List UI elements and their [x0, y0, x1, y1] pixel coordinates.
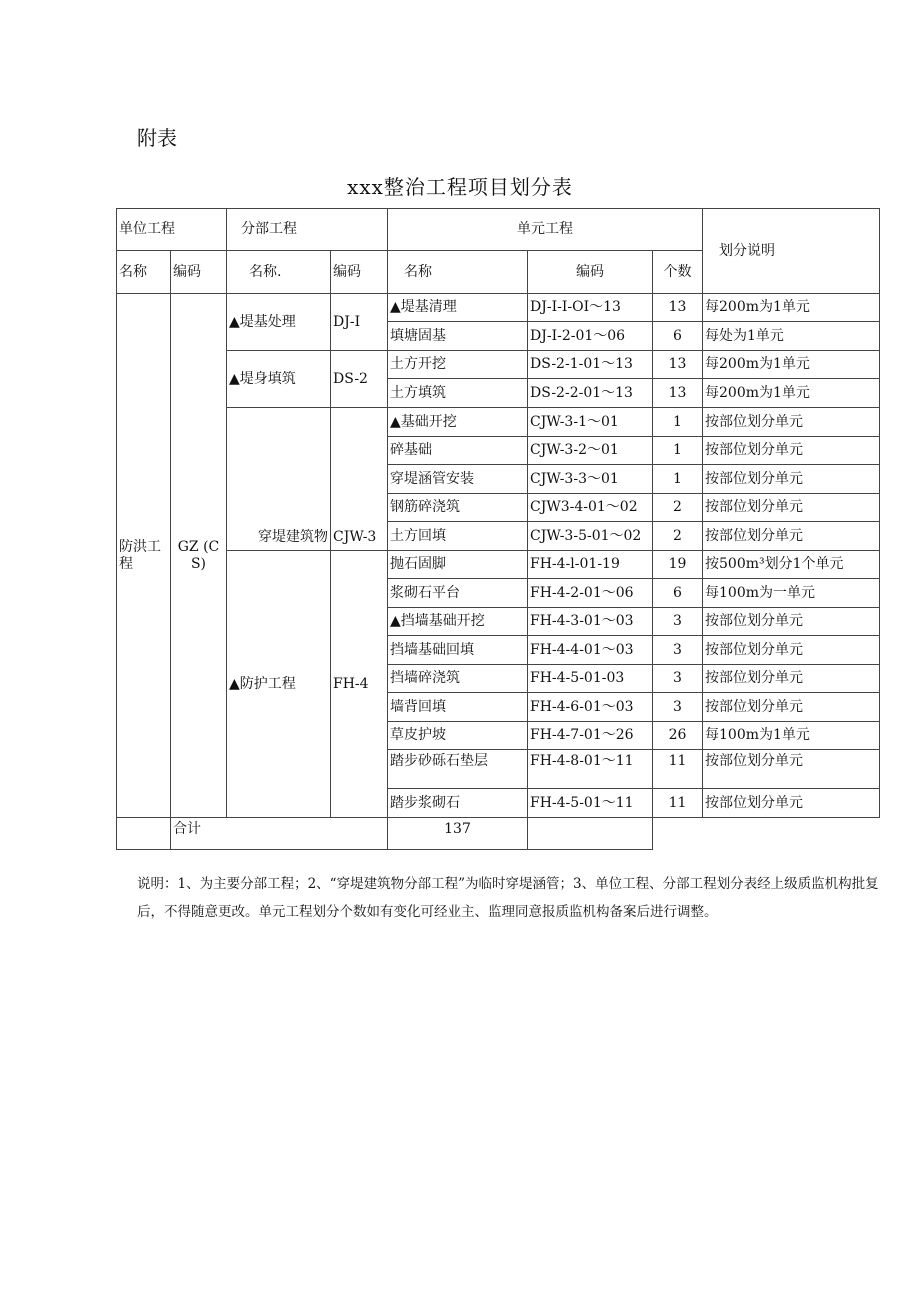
division-name: ▲堤身填筑: [227, 351, 331, 408]
element-name: 土方开挖: [388, 351, 528, 379]
element-code: FH-4-3-01～03: [528, 608, 653, 636]
element-code: DS-2-2-01～13: [528, 379, 653, 408]
element-note: 每200m为1单元: [703, 294, 880, 322]
element-code: FH-4-l-01-19: [528, 551, 653, 579]
element-name: 土方回填: [388, 522, 528, 551]
element-count: 6: [653, 579, 703, 608]
element-count: 19: [653, 551, 703, 579]
header-division-note: 划分说明: [703, 209, 880, 294]
element-name: 抛石固脚: [388, 551, 528, 579]
total-count: 137: [388, 818, 528, 850]
element-note: 按部位划分单元: [703, 636, 880, 665]
element-code: CJW-3-2～01: [528, 437, 653, 465]
total-spacer: [117, 818, 171, 850]
unit-name-cell: 防洪工程: [117, 294, 171, 818]
element-name: 钢筋碎浇筑: [388, 494, 528, 522]
header-div-code: 编码: [331, 251, 388, 294]
element-note: 每100m为1单元: [703, 722, 880, 750]
element-note: 按部位划分单元: [703, 750, 880, 789]
element-name: 浆砌石平台: [388, 579, 528, 608]
header-elem-name: 名称: [388, 251, 528, 294]
element-name: ▲基础开挖: [388, 408, 528, 437]
element-note: 按部位划分单元: [703, 608, 880, 636]
element-name: 踏步砂砾石垫层: [388, 750, 528, 789]
element-note: 按500m³划分1个单元: [703, 551, 880, 579]
element-count: 6: [653, 322, 703, 351]
element-note: 按部位划分单元: [703, 789, 880, 818]
total-row: [117, 818, 880, 850]
element-name: 填塘固基: [388, 322, 528, 351]
header-unit-name: 名称: [117, 251, 171, 294]
element-count: 3: [653, 693, 703, 722]
header-div-name: 名称.: [227, 251, 331, 294]
division-code: FH-4: [331, 551, 388, 818]
unit-code-cell: GZ (CS): [171, 294, 227, 818]
header-elem-count: 个数: [653, 251, 703, 294]
element-name: ▲挡墙基础开挖: [388, 608, 528, 636]
division-table: [116, 208, 880, 850]
element-code: DS-2-1-01～13: [528, 351, 653, 379]
element-count: 3: [653, 665, 703, 693]
element-name: 碎基础: [388, 437, 528, 465]
element-count: 3: [653, 636, 703, 665]
element-count: 13: [653, 294, 703, 322]
table-row: [117, 408, 880, 437]
element-count: 11: [653, 750, 703, 789]
element-note: 按部位划分单元: [703, 494, 880, 522]
element-count: 3: [653, 608, 703, 636]
division-name: ▲防护工程: [227, 551, 331, 818]
element-count: 11: [653, 789, 703, 818]
element-note: 按部位划分单元: [703, 522, 880, 551]
header-unit-project: 单位工程: [117, 209, 227, 251]
element-note: 每200m为1单元: [703, 351, 880, 379]
element-code: CJW-3-5-01～02: [528, 522, 653, 551]
element-count: 2: [653, 522, 703, 551]
element-name: ▲堤基清理: [388, 294, 528, 322]
element-code: CJW3-4-01～02: [528, 494, 653, 522]
element-code: FH-4-6-01～03: [528, 693, 653, 722]
table-note: 说明：1、为主要分部工程；2、“穿堤建筑物分部工程”为临时穿堤涵管；3、单位工程、分部工程划分表经上级质监机构批复后，不得随意更改。单元工程划分个数如有变化可经业主、监理同意报质监机构备案后进行调整。: [137, 876, 879, 920]
element-code: FH-4-5-01～11: [528, 789, 653, 818]
table-title: xxx整治工程项目划分表: [347, 175, 573, 199]
element-name: 草皮护坡: [388, 722, 528, 750]
division-code: DJ-I: [331, 294, 388, 351]
element-name: 墙背回填: [388, 693, 528, 722]
table-row: [117, 294, 880, 322]
appendix-heading: 附表: [137, 126, 177, 150]
element-count: 2: [653, 494, 703, 522]
element-name: 挡墙碎浇筑: [388, 665, 528, 693]
header-unit-code: 编码: [171, 251, 227, 294]
element-count: 13: [653, 379, 703, 408]
element-note: 每200m为1单元: [703, 379, 880, 408]
element-name: 穿堤涵管安装: [388, 465, 528, 494]
element-code: FH-4-8-01～11: [528, 750, 653, 789]
element-name: 土方填筑: [388, 379, 528, 408]
header-row-1: [117, 209, 880, 251]
element-name: 挡墙基础回填: [388, 636, 528, 665]
element-code: DJ-I-I-OI～13: [528, 294, 653, 322]
element-count: 13: [653, 351, 703, 379]
element-note: 每100m为一单元: [703, 579, 880, 608]
header-elem-code: 编码: [528, 251, 653, 294]
element-count: 1: [653, 437, 703, 465]
total-note-empty: [528, 818, 653, 850]
division-name: 穿堤建筑物: [227, 408, 331, 551]
element-count: 1: [653, 408, 703, 437]
table-row: [117, 551, 880, 579]
element-note: 按部位划分单元: [703, 437, 880, 465]
header-division-project: 分部工程: [227, 209, 388, 251]
element-count: 26: [653, 722, 703, 750]
element-name: 踏步浆砌石: [388, 789, 528, 818]
header-element-project: 单元工程: [388, 209, 703, 251]
element-note: 按部位划分单元: [703, 408, 880, 437]
element-code: FH-4-2-01～06: [528, 579, 653, 608]
table-row: [117, 351, 880, 379]
division-name: ▲堤基处理: [227, 294, 331, 351]
element-code: FH-4-7-01～26: [528, 722, 653, 750]
element-code: CJW-3-1～01: [528, 408, 653, 437]
element-code: DJ-I-2-01～06: [528, 322, 653, 351]
element-note: 按部位划分单元: [703, 465, 880, 494]
element-code: FH-4-5-01-03: [528, 665, 653, 693]
element-count: 1: [653, 465, 703, 494]
element-note: 按部位划分单元: [703, 693, 880, 722]
element-code: FH-4-4-01～03: [528, 636, 653, 665]
element-note: 按部位划分单元: [703, 665, 880, 693]
division-code: CJW-3: [331, 408, 388, 551]
element-note: 每处为1单元: [703, 322, 880, 351]
total-label: 合计: [171, 818, 388, 850]
element-code: CJW-3-3～01: [528, 465, 653, 494]
division-code: DS-2: [331, 351, 388, 408]
